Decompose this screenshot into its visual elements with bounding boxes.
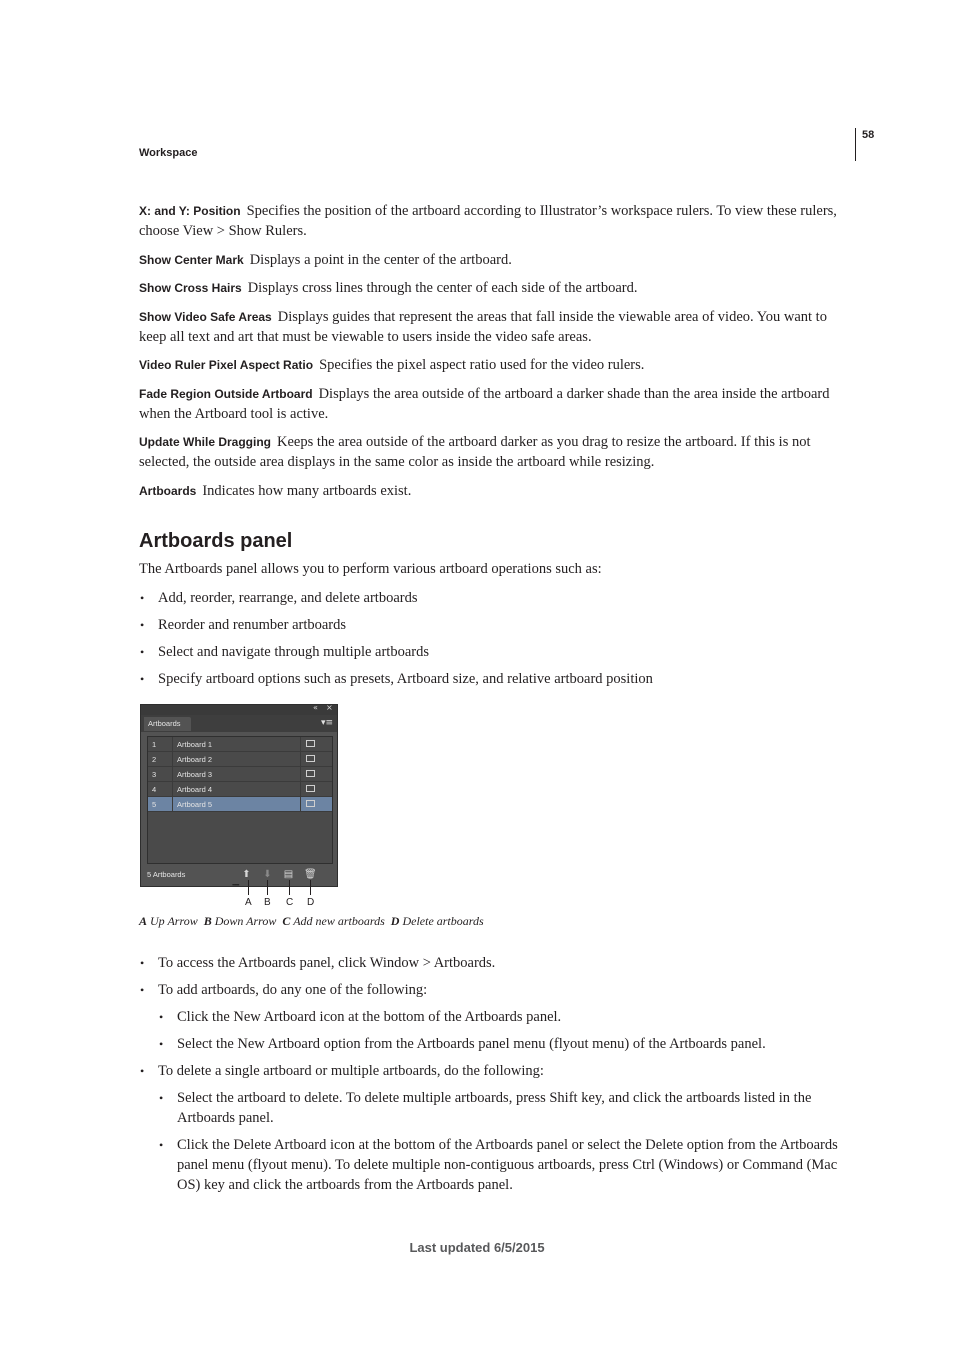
down-arrow-icon[interactable]: ⬇ [263, 869, 272, 880]
caption-text: Add new artboards [293, 914, 385, 928]
callout-letter: D [307, 897, 315, 908]
callout-line [248, 880, 249, 895]
definition-term: Fade Region Outside Artboard [139, 386, 313, 401]
artboard-number: 1 [152, 740, 157, 749]
content [139, 201, 851, 696]
definition-text: Displays a point in the center of the artboard. [249, 251, 512, 268]
list-item: • Reorder and renumber artboards [139, 615, 851, 635]
caption-text: Up Arrow [150, 914, 198, 928]
artboard-number: 5 [152, 800, 157, 809]
definition [139, 250, 851, 270]
definition-text: Displays the area outside of the artboard a darker shade than the area inside the artboard when the Artboard tool is active. [139, 385, 830, 422]
callout-line [310, 880, 311, 895]
artboard-options-icon[interactable] [306, 740, 315, 747]
definition [139, 355, 851, 375]
tab-artboards[interactable]: Artboards [144, 717, 191, 731]
definition [139, 432, 851, 472]
caption-text: Down Arrow [214, 914, 277, 928]
artboard-row[interactable] [148, 752, 332, 767]
artboard-options-icon[interactable] [306, 800, 315, 807]
callout-letter: A [245, 897, 252, 908]
callout-line [289, 880, 290, 895]
panel-menu-icon[interactable]: ▾≡ [320, 718, 333, 728]
definition-term: Video Ruler Pixel Aspect Ratio [139, 358, 314, 372]
definition-text: Displays guides that represent the areas that fall inside the viewable area of video. You want to keep all text and art that must be viewable to users inside the video safe areas. [139, 308, 827, 345]
sub-list [158, 1007, 851, 1054]
list-item: • Select the New Artboard option from the Artboards panel menu (flyout menu) of the Artboards panel. [158, 1034, 851, 1054]
list-item [139, 980, 851, 1054]
artboard-name: Artboard 4 [177, 785, 213, 794]
list-item [139, 953, 851, 973]
definition [139, 307, 851, 347]
artboard-count: 5 Artboards [147, 870, 186, 879]
artboard-name: Artboard 1 [177, 740, 213, 749]
sub-list [158, 1088, 851, 1195]
artboard-row[interactable] [148, 782, 332, 797]
definition-term: Show Video Safe Areas [139, 309, 272, 324]
caption-text: Delete artboards [402, 914, 484, 928]
figure-caption [139, 914, 484, 929]
new-artboard-icon[interactable]: ▤ [283, 869, 294, 880]
definition [139, 201, 851, 241]
resize-grip[interactable]: •••••• [232, 883, 239, 889]
collapse-icon[interactable]: « [313, 703, 318, 712]
step-text: To access the Artboards panel, click Window > Artboards. [158, 955, 496, 971]
artboard-number: 4 [152, 785, 157, 794]
last-updated: Last updated 6/5/2015 [409, 1240, 545, 1255]
artboard-number: 3 [152, 770, 157, 779]
page-number: 58 [862, 129, 875, 141]
artboard-row[interactable] [148, 737, 332, 752]
close-icon[interactable]: × [326, 703, 333, 712]
steps [139, 953, 851, 1202]
definition-text: Keeps the area outside of the artboard darker as you drag to resize the artboard. If this is not selected, the outside area displays in the same color as inside the artboard while resizing. [139, 434, 811, 470]
step-text: To add artboards, do any one of the following: [158, 982, 428, 998]
definition-term: X: and Y: Position [139, 204, 241, 218]
definition [139, 278, 851, 298]
artboard-row[interactable] [148, 767, 332, 782]
callout-letter: C [286, 897, 294, 908]
trash-icon[interactable]: 🗑 [304, 869, 317, 880]
artboard-name: Artboard 3 [177, 770, 213, 779]
definition [139, 384, 851, 424]
artboard-options-icon[interactable] [306, 755, 315, 762]
definition-text: Specifies the position of the artboard according to Illustrator’s workspace rulers. To view these rulers, choose View > Show Rulers. [139, 203, 837, 239]
artboards-panel [140, 704, 338, 887]
artboard-options-icon[interactable] [306, 770, 315, 777]
list-item: • Click the New Artboard icon at the bottom of the Artboards panel. [158, 1007, 851, 1027]
panel-titlebar [141, 705, 337, 715]
section-intro: The Artboards panel allows you to perform various artboard operations such as: [139, 560, 602, 577]
section-label: Workspace [139, 147, 198, 159]
definition-term: Update While Dragging [139, 435, 271, 449]
definition-text: Specifies the pixel aspect ratio used for the video rulers. [319, 357, 645, 373]
feature-list [139, 588, 851, 689]
section-heading: Artboards panel [139, 529, 293, 552]
callout-letter: B [264, 897, 271, 908]
artboard-row-selected[interactable] [148, 797, 332, 812]
artboard-name: Artboard 2 [177, 755, 213, 764]
definition [139, 481, 851, 501]
definition-text: Indicates how many artboards exist. [202, 482, 412, 499]
caption-letter: D [390, 914, 400, 928]
definition-term: Show Cross Hairs [139, 281, 242, 295]
definition-term: Show Center Mark [139, 252, 244, 267]
caption-letter: B [203, 914, 212, 928]
list-item: • Add, reorder, rearrange, and delete artboards [139, 588, 851, 608]
artboard-name: Artboard 5 [177, 800, 213, 809]
list-item: • Select and navigate through multiple artboards [139, 642, 851, 662]
artboard-options-icon[interactable] [306, 785, 315, 792]
list-item: • Select the artboard to delete. To delete multiple artboards, press Shift key, and click the artboards listed in the Artboards panel. [158, 1088, 851, 1128]
list-item: • Specify artboard options such as presets, Artboard size, and relative artboard position [139, 669, 851, 689]
artboard-number: 2 [152, 755, 157, 764]
caption-letter: C [282, 914, 291, 928]
step-list [139, 953, 851, 1195]
up-arrow-icon[interactable]: ⬆ [242, 869, 251, 880]
step-text: To delete a single artboard or multiple artboards, do the following: [158, 1063, 544, 1079]
list-item [139, 1061, 851, 1195]
list-item: • Click the Delete Artboard icon at the bottom of the Artboards panel or select the Delete option from the Artboards panel menu (flyout menu). To delete multiple non-contiguous artboards, press Ctrl (Windows) or Command (Mac OS) key and click the artboards from the Artboards panel. [158, 1135, 851, 1195]
callout-line [267, 880, 268, 895]
panel-footer [141, 866, 337, 886]
definition-term: Artboards [139, 483, 197, 498]
definition-text: Displays cross lines through the center of each side of the artboard. [247, 280, 638, 296]
artboard-list [147, 736, 333, 864]
header-rule [855, 128, 856, 161]
caption-letter: A [139, 914, 148, 928]
